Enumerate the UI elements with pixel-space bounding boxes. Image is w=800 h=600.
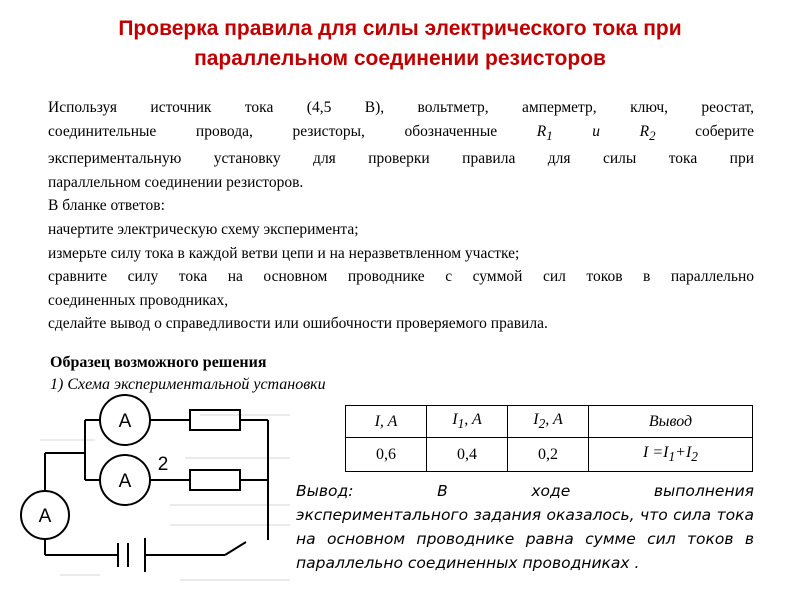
header-i1-symbol: I	[452, 410, 458, 428]
and-word: и	[592, 122, 600, 140]
task-line: Используя источник тока (4,5 В), вольтметр, амперметр, ключ, реостат,	[48, 99, 754, 116]
resistor-middle	[190, 470, 240, 490]
conclusion-word: Вывод:	[296, 482, 354, 500]
task-text-fragment: соберите	[695, 122, 754, 140]
r1-subscript: 1	[546, 127, 553, 143]
form-intro: В бланке ответов:	[48, 197, 165, 215]
table-value-row	[346, 438, 753, 472]
header-conclusion: Вывод	[589, 406, 753, 438]
formula-eq: =I	[648, 443, 669, 461]
task-text	[48, 96, 754, 336]
circuit-diagram	[0, 390, 300, 600]
conclusion-first-line	[296, 479, 754, 503]
sample-heading: Образец возможного решения	[50, 354, 267, 371]
formula-plus: +I	[675, 443, 692, 461]
switch	[225, 542, 246, 555]
step-draw: начертите электрическую схему эксперимента;	[48, 221, 359, 239]
conclusion-word: выполнения	[653, 482, 754, 500]
header-i1-subscript: 1	[457, 416, 465, 432]
formula-sub1: 1	[668, 449, 676, 465]
conclusion-word: В	[437, 482, 448, 500]
task-line: параллельном соединении резисторов.	[48, 173, 304, 191]
step-compare-cont: соединенных проводниках,	[48, 291, 229, 309]
table-header-row	[346, 406, 753, 438]
r2-subscript: 2	[649, 127, 656, 143]
ammeter-top-label: A	[118, 411, 132, 432]
results-table	[345, 405, 753, 472]
page-title	[40, 14, 760, 74]
branch-label: 2	[157, 454, 169, 475]
resistor-top	[190, 410, 240, 430]
header-i2-unit: , A	[545, 410, 563, 428]
title-line-2: параллельном соединении резисторов	[194, 47, 606, 70]
conclusion-word: ходе	[531, 482, 571, 500]
conclusion-text	[296, 479, 754, 575]
conclusion-body: экспериментального задания оказалось, что сила тока на основном проводнике равна сумме сил токов в параллельно соединенных проводниках .	[296, 506, 754, 572]
step-measure: измерьте силу тока в каждой ветви цепи и на неразветвленном участке;	[48, 244, 520, 262]
sample-subheading: 1) Схема экспериментальной установки	[50, 376, 326, 393]
header-i2-subscript: 2	[538, 416, 546, 432]
ammeter-main-label: A	[38, 506, 52, 527]
task-line: экспериментальную установку для проверки правила для силы тока при	[48, 150, 754, 168]
header-i2-symbol: I	[533, 410, 539, 428]
formula-i: I	[643, 443, 649, 461]
formula-sub2: 2	[691, 449, 698, 465]
value-i: 0,6	[346, 438, 427, 472]
header-i1-unit: , A	[464, 410, 482, 428]
title-line-1: Проверка правила для силы электрического тока при	[118, 17, 682, 40]
header-i2	[508, 406, 589, 438]
value-formula	[589, 438, 753, 472]
header-i: I, A	[346, 406, 427, 438]
value-i1: 0,4	[427, 438, 508, 472]
r1-symbol: R	[536, 122, 547, 140]
step-compare: сравните силу тока на основном проводнике с суммой сил токов в параллельно	[48, 268, 754, 286]
ammeter-middle-label: A	[118, 471, 132, 492]
header-i1	[427, 406, 508, 438]
step-conclude: сделайте вывод о справедливости или ошибочности проверяемого правила.	[48, 315, 548, 333]
task-text-fragment: соединительные провода, резисторы, обозначенные	[48, 122, 498, 140]
task-line	[48, 120, 754, 148]
value-i2: 0,2	[508, 438, 589, 472]
r2-symbol: R	[639, 122, 650, 140]
